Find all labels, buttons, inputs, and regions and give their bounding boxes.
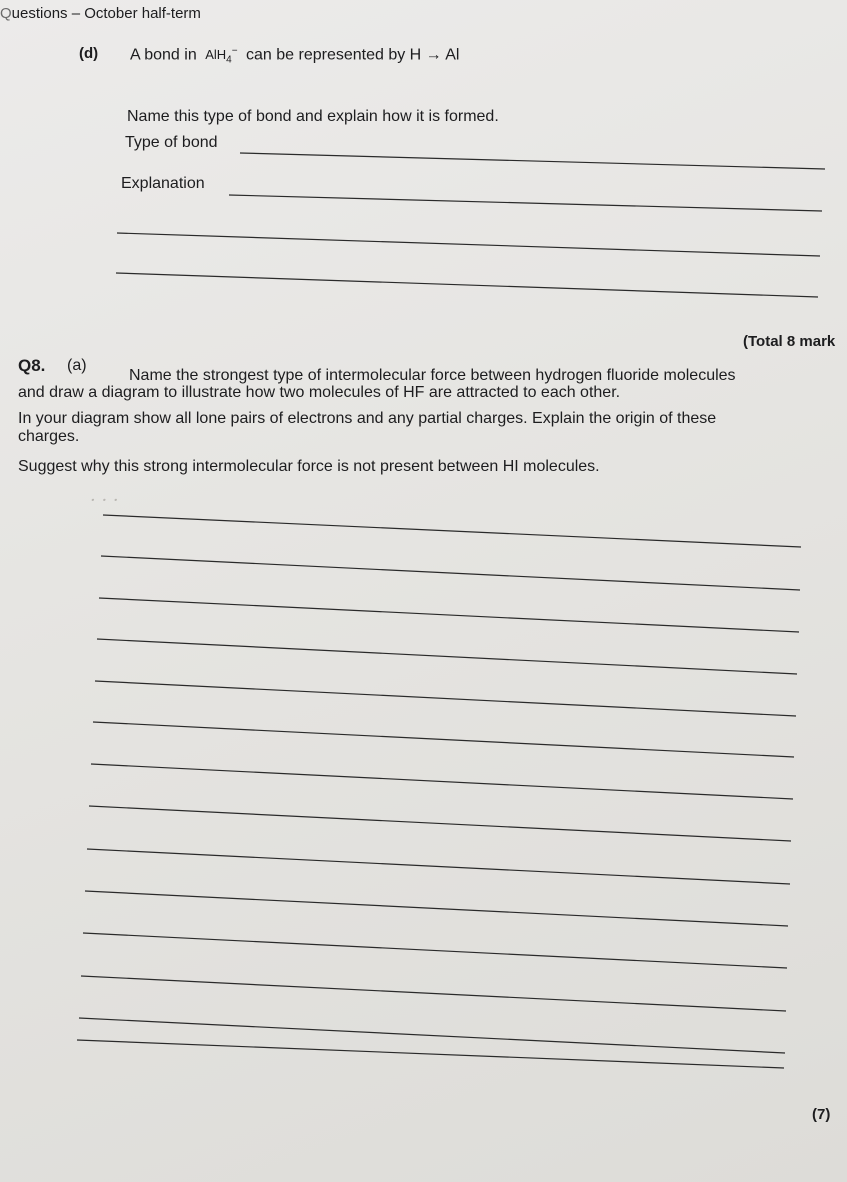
- header-prefix: Q: [0, 5, 12, 22]
- answer-line: [103, 515, 801, 547]
- ion-subscript: 4: [226, 54, 232, 66]
- answer-line: [85, 891, 788, 926]
- ion-charge: −: [231, 46, 238, 57]
- answer-line: [81, 976, 786, 1011]
- total-marks: (Total 8 mark: [743, 333, 836, 350]
- answer-line: [89, 806, 791, 841]
- answer-line: [77, 1040, 784, 1068]
- answer-line: [79, 1018, 785, 1053]
- question-d-text-after: can be represented by H → Al: [246, 46, 460, 64]
- question-d-instruction: Name this type of bond and explain how it is formed.: [127, 108, 499, 125]
- explanation-label: Explanation: [121, 175, 205, 192]
- answer-line: [101, 556, 800, 590]
- show-through-text: · · ·: [90, 490, 119, 511]
- question-8-line-2: and draw a diagram to illustrate how two molecules of HF are attracted to each other.: [18, 384, 621, 401]
- page-header: [0, 5, 201, 22]
- answer-line: [87, 849, 790, 884]
- question-8-line-4: charges.: [18, 428, 80, 445]
- question-8-line-1: Name the strongest type of intermolecular force between hydrogen fluoride molecules: [129, 367, 736, 384]
- answer-line: [116, 273, 818, 297]
- marks-label: (7): [812, 1106, 831, 1123]
- question-d-label: (d): [79, 45, 99, 62]
- answer-line: [99, 598, 799, 632]
- question-8-number: Q8.: [18, 356, 46, 375]
- aluminium-hydride-ion: [205, 46, 238, 66]
- question-8-part: (a): [67, 357, 87, 374]
- answer-line-explanation: [229, 195, 822, 211]
- question-d-text: [130, 46, 459, 66]
- header-title: uestions – October half-term: [11, 5, 201, 22]
- answer-line-type-of-bond: [240, 153, 825, 169]
- question-d-text-before: A bond in: [130, 46, 197, 64]
- question-8-line-3: In your diagram show all lone pairs of electrons and any partial charges. Explain the origin of these: [18, 410, 717, 427]
- type-of-bond-label: Type of bond: [125, 134, 218, 151]
- ion-base: AlH: [205, 47, 227, 63]
- answer-line: [97, 639, 797, 674]
- answer-line: [117, 233, 820, 256]
- answer-line: [95, 681, 796, 716]
- answer-line: [93, 722, 794, 757]
- answer-line: [91, 764, 793, 799]
- question-8-line-5: Suggest why this strong intermolecular force is not present between HI molecules.: [18, 458, 600, 475]
- answer-line: [83, 933, 787, 968]
